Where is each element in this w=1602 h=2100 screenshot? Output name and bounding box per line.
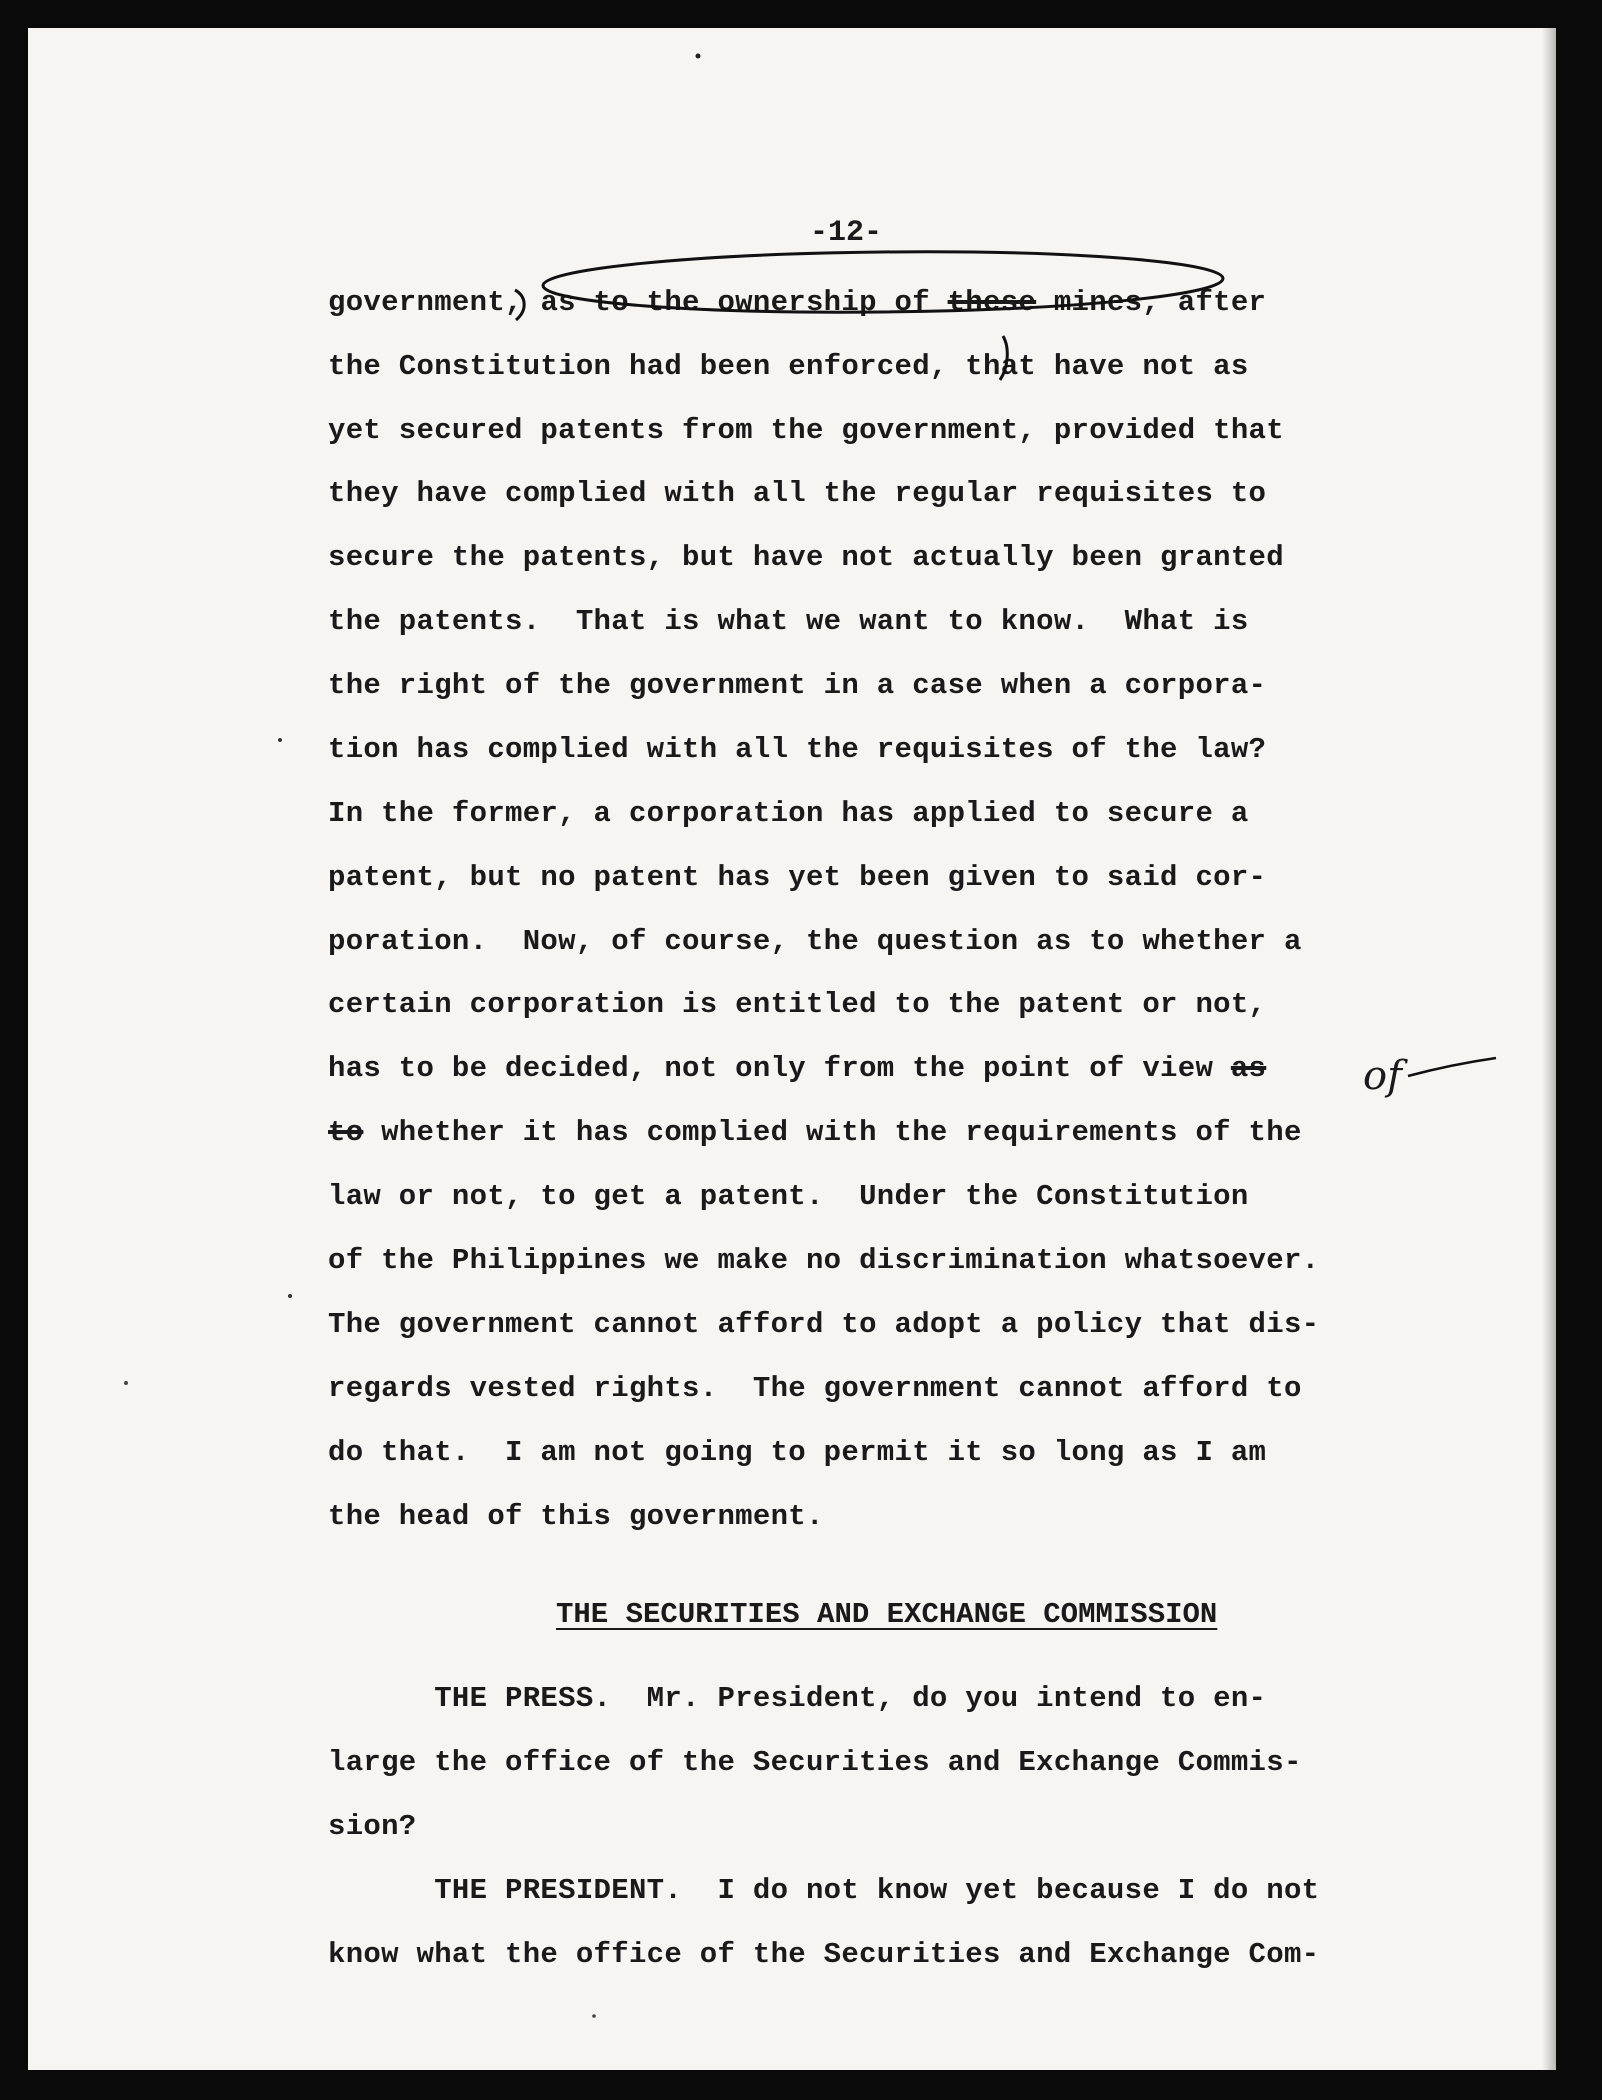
speck-mark [278, 738, 282, 742]
speck-mark [288, 1294, 292, 1298]
typed-document [28, 28, 1556, 2070]
text-line: the right of the government in a case when a corpora- [328, 669, 1267, 702]
text-line: the patents. That is what we want to know. What is [328, 605, 1249, 638]
text-line: has to be decided, not only from the point of view as [328, 1052, 1267, 1085]
dialogue-line: large the office of the Securities and Exchange Commis- [328, 1746, 1302, 1779]
text-line: the head of this government. [328, 1500, 824, 1533]
speck-mark [124, 1381, 128, 1385]
speck-mark [592, 2014, 596, 2018]
dialogue-line: sion? [328, 1810, 417, 1843]
dialogue-line: know what the office of the Securities and Exchange Com- [328, 1938, 1320, 1971]
section-heading: THE SECURITIES AND EXCHANGE COMMISSION [556, 1598, 1218, 1631]
text-line: The government cannot afford to adopt a policy that dis- [328, 1308, 1320, 1341]
text-line: tion has complied with all the requisites of the law? [328, 733, 1267, 766]
text-line: In the former, a corporation has applied to secure a [328, 797, 1249, 830]
text-line: of the Philippines we make no discrimination whatsoever. [328, 1244, 1320, 1277]
text-line: to whether it has complied with the requirements of the [328, 1116, 1302, 1149]
text-line: they have complied with all the regular requisites to [328, 477, 1267, 510]
handwritten-insertion: of [1363, 1053, 1402, 1099]
text-line: the Constitution had been enforced, that have not as [328, 350, 1249, 383]
text-line: poration. Now, of course, the question as to whether a [328, 925, 1302, 958]
text-line: do that. I am not going to permit it so long as I am [328, 1436, 1267, 1469]
text-line: certain corporation is entitled to the patent or not, [328, 988, 1267, 1021]
text-line: law or not, to get a patent. Under the Constitution [328, 1180, 1249, 1213]
page-number: -12- [810, 216, 883, 250]
text-line: secure the patents, but have not actually been granted [328, 541, 1284, 574]
speck-mark [696, 54, 701, 59]
document-page [28, 28, 1556, 2070]
dialogue-line: THE PRESS. Mr. President, do you intend to en- [328, 1682, 1267, 1715]
dialogue-line: THE PRESIDENT. I do not know yet because I do not [328, 1874, 1320, 1907]
text-line: yet secured patents from the government, provided that [328, 414, 1284, 447]
text-line: government, as to the ownership of these mines, after [328, 286, 1267, 319]
text-line: regards vested rights. The government cannot afford to [328, 1372, 1302, 1405]
text-line: patent, but no patent has yet been given to said cor- [328, 861, 1267, 894]
pen-flourish-mark [1408, 1058, 1496, 1076]
